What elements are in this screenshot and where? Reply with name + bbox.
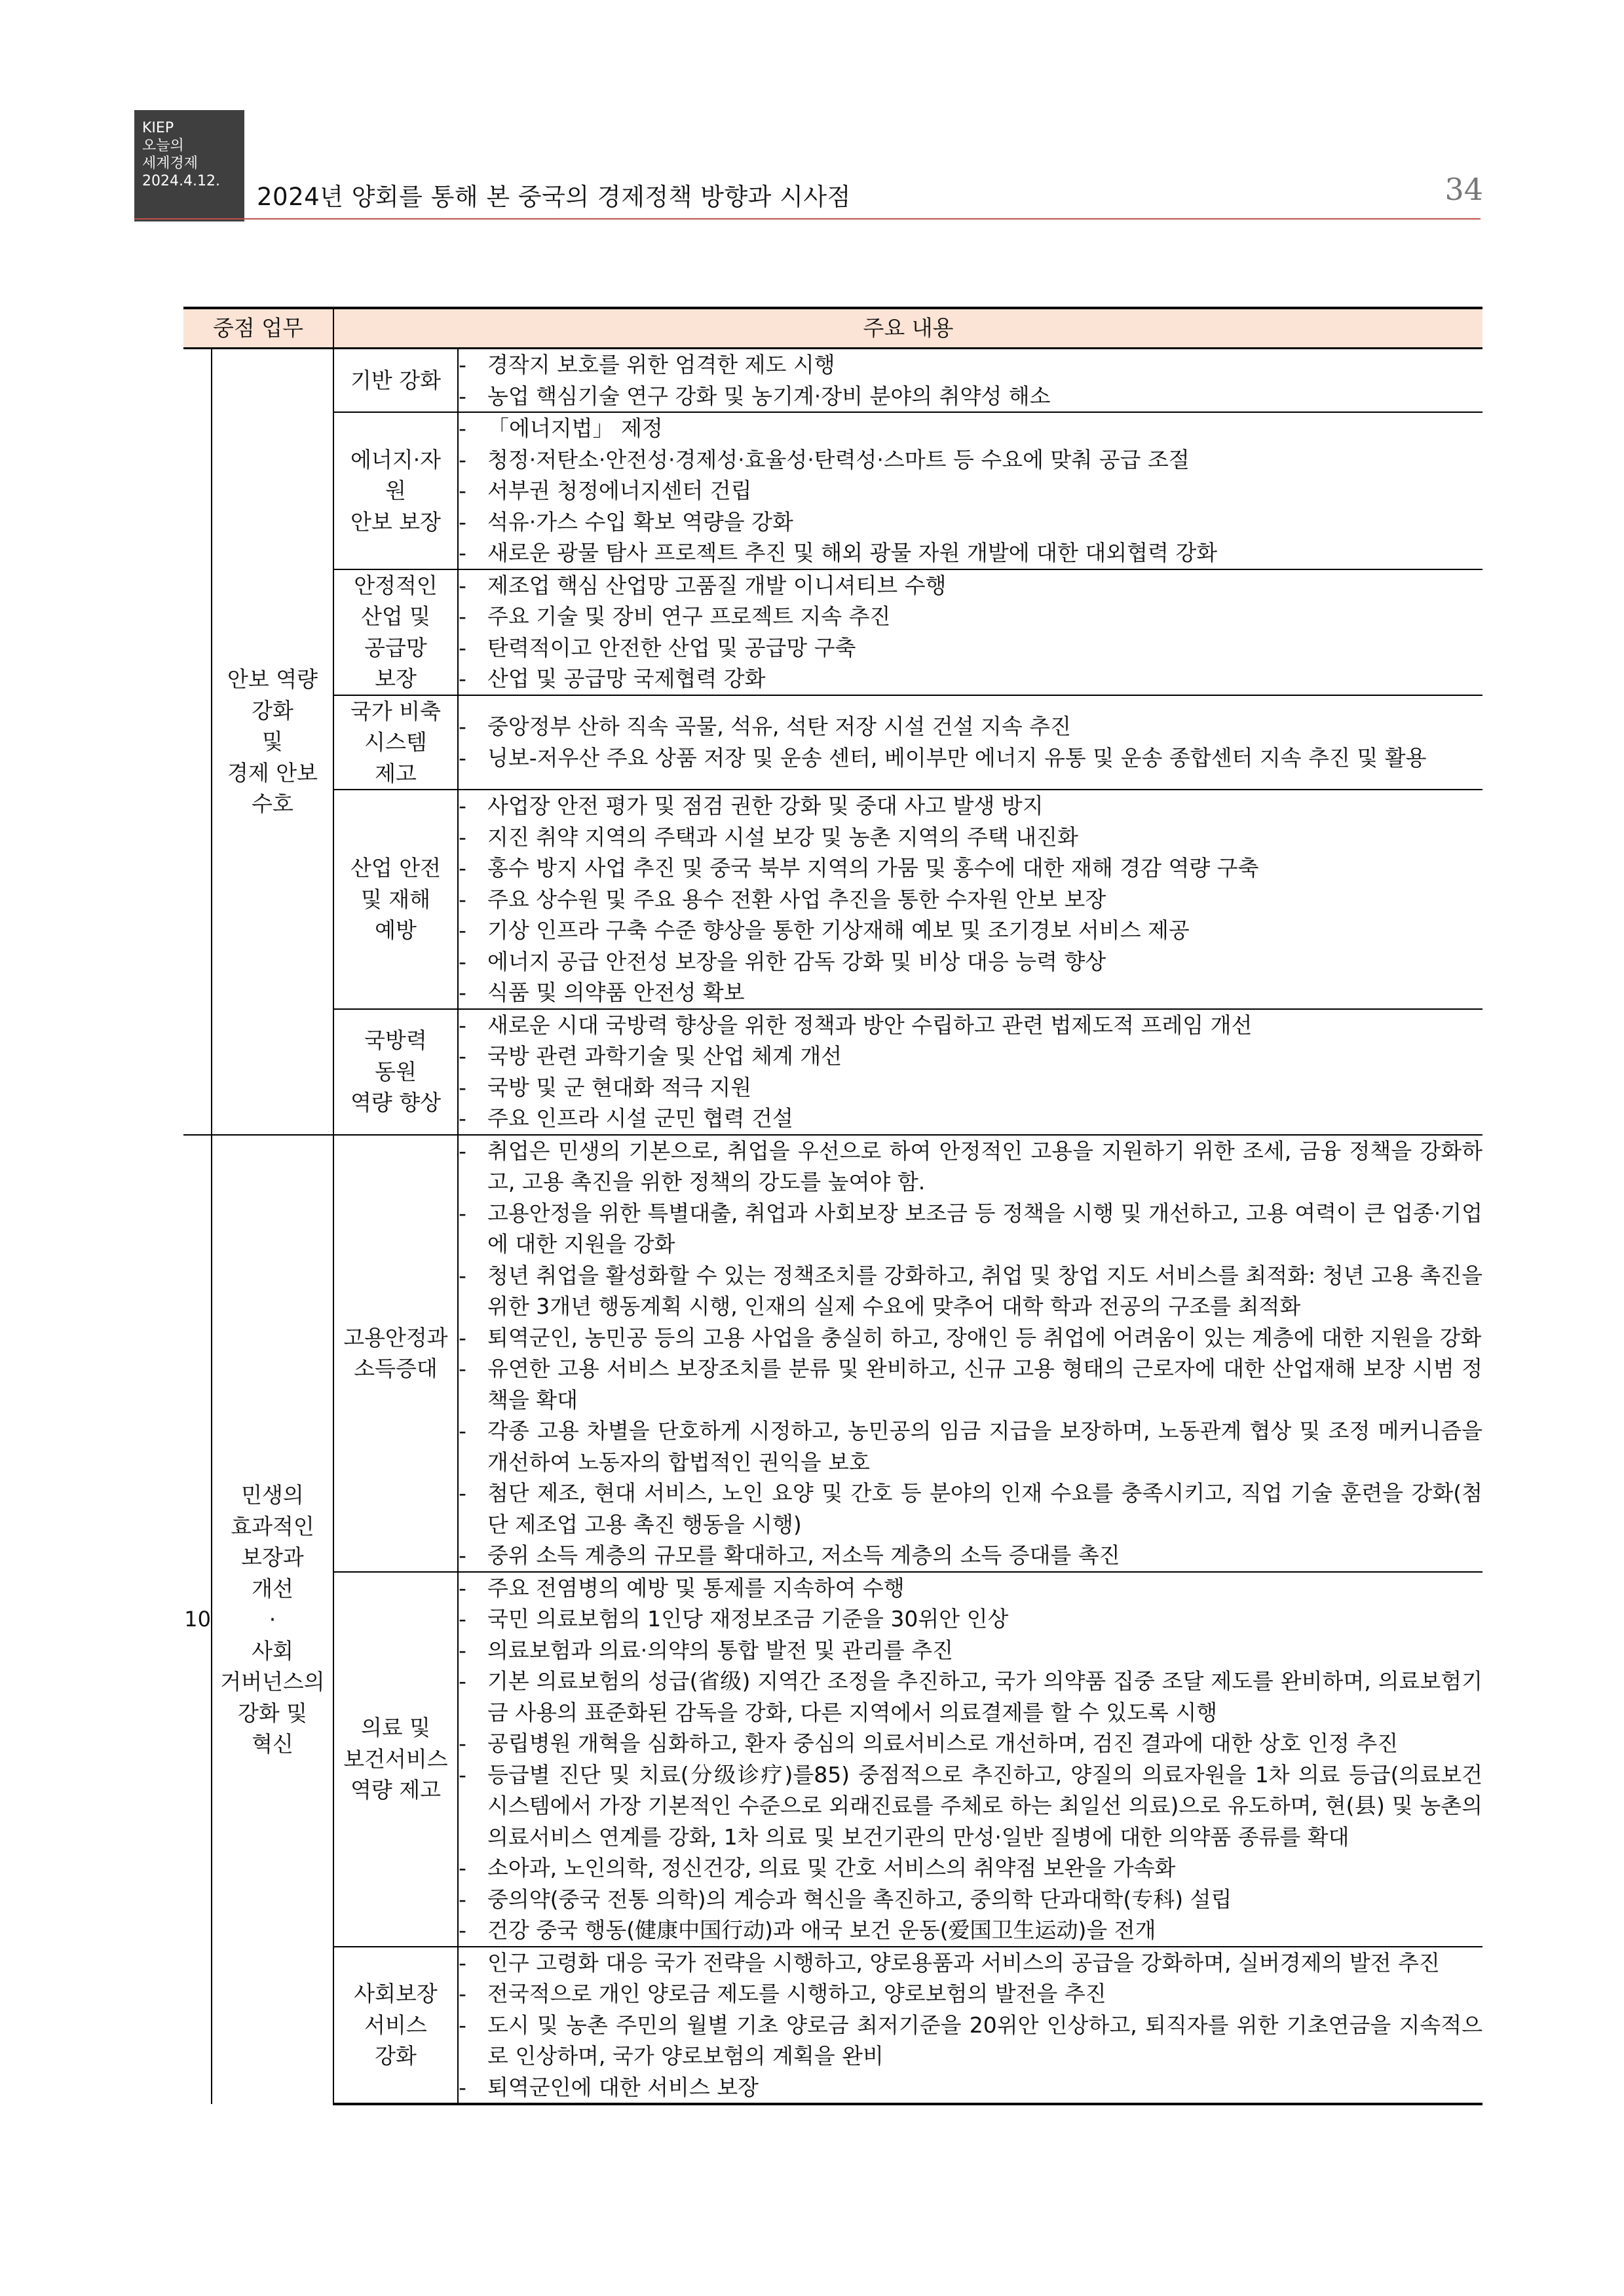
column-header-content: 주요 내용 [333, 308, 1482, 349]
subtask-cell [333, 695, 458, 790]
list-item [459, 413, 1482, 444]
dash-icon: - [459, 572, 466, 598]
list-item [459, 1478, 1482, 1540]
item-text: 국방 및 군 현대화 적극 지원 [487, 1074, 752, 1100]
category-line: 경제 안보 [227, 759, 318, 786]
column-header-task: 중점 업무 [183, 308, 333, 349]
subtask-line: 및 재해 [360, 886, 431, 912]
item-text: 사업장 안전 평가 및 점검 권한 강화 및 중대 사고 발생 방지 [487, 793, 1044, 818]
list-item [459, 1322, 1482, 1354]
list-item [459, 2010, 1482, 2072]
dash-icon: - [459, 1606, 466, 1632]
list-item [459, 790, 1482, 822]
item-text: 고용안정을 위한 특별대출, 취업과 사회보장 보조금 등 정책을 시행 및 개선하고, 고용 여력이 큰 업종·기업에 대한 지원을 강화 [487, 1200, 1482, 1257]
category-cell [212, 1135, 333, 2105]
item-text: 에너지 공급 안전성 보장을 위한 감독 강화 및 비상 대응 능력 향상 [487, 948, 1106, 974]
dash-icon: - [459, 1074, 466, 1100]
subtask-line: 제고 [375, 760, 417, 786]
list-item [459, 601, 1482, 632]
list-item [459, 1041, 1482, 1072]
item-text: 취업은 민생의 기본으로, 취업을 우선으로 하여 안정적인 고용을 지원하기 위한 조세, 금융 정책을 강화하고, 고용 촉진을 위한 정책의 강도를 높여야 함. [487, 1138, 1482, 1195]
dash-icon: - [459, 540, 466, 565]
dash-icon: - [459, 1886, 466, 1912]
dash-icon: - [459, 1138, 466, 1164]
subtask-cell [333, 349, 458, 413]
list-item [459, 1103, 1482, 1134]
dash-icon: - [459, 714, 466, 740]
list-item [459, 475, 1482, 507]
page-number: 34 [1445, 172, 1483, 207]
subtask-line: 예방 [375, 917, 417, 943]
badge-line: KIEP [142, 120, 174, 136]
row-number [183, 349, 212, 1135]
dash-icon: - [459, 1917, 466, 1943]
content-cell [458, 1009, 1482, 1135]
badge-line: 오늘의 [142, 138, 184, 154]
list-item [459, 632, 1482, 664]
content-cell [458, 1572, 1482, 1947]
list-item [459, 852, 1482, 884]
badge-line: 세계경제 [142, 155, 198, 172]
item-text: 의료보험과 의료·의약의 통합 발전 및 관리를 추진 [487, 1637, 953, 1663]
content-cell [458, 349, 1482, 413]
table-row [183, 1009, 1482, 1135]
publication-badge [134, 110, 244, 221]
dash-icon: - [459, 855, 466, 881]
item-text: 국민 의료보험의 1인당 재정보조금 기준을 30위안 인상 [487, 1606, 1009, 1632]
subtask-cell [333, 412, 458, 569]
category-line: 사회 [252, 1637, 293, 1664]
table-row [183, 1135, 1482, 1572]
bullet-list [459, 1573, 1482, 1946]
item-text: 퇴역군인에 대한 서비스 보장 [487, 2074, 759, 2100]
list-item [459, 381, 1482, 412]
item-text: 기본 의료보험의 성급(省级) 지역간 조정을 추진하고, 국가 의약품 집중 조달 제도를 완비하며, 의료보험기금 사용의 표준화된 감독을 강화, 다른 지역에서 의료결제를 할 수 있도록 시행 [487, 1668, 1482, 1725]
dash-icon: - [459, 508, 466, 535]
list-item [459, 1884, 1482, 1915]
item-text: 첨단 제조, 현대 서비스, 노인 요양 및 간호 등 분야의 인재 수요를 충족시키고, 직업 기술 훈련을 강화(첨단 제조업 고용 촉진 행동을 시행) [487, 1480, 1482, 1537]
dash-icon: - [459, 446, 466, 472]
subtask-line: 의료 및 [360, 1715, 431, 1741]
content-cell [458, 569, 1482, 695]
content-cell [458, 790, 1482, 1009]
subtask-line: 사회보장 [354, 1981, 438, 2006]
item-text: 퇴역군인, 농민공 등의 고용 사업을 충실히 하고, 장애인 등 취업에 어려움이 있는 계층에 대한 지원을 강화 [487, 1324, 1482, 1350]
item-text: 중의약(중국 전통 의학)의 계승과 혁신을 촉진하고, 중의학 단과대학(专科) 설립 [487, 1886, 1232, 1912]
page-title: 2024년 양회를 통해 본 중국의 경제정책 방향과 시사점 [257, 183, 851, 211]
list-item [459, 1010, 1482, 1041]
dash-icon: - [459, 1480, 466, 1506]
subtask-cell [333, 1009, 458, 1135]
list-item [459, 1852, 1482, 1884]
dash-icon: - [459, 352, 466, 377]
subtask-line: 서비스 [364, 2012, 427, 2038]
dash-icon: - [459, 478, 466, 503]
item-text: 청정·저탄소·안전성·경제성·효율성·탄력성·스마트 등 수요에 맞춰 공급 조절 [487, 446, 1190, 472]
dash-icon: - [459, 383, 466, 409]
subtask-cell [333, 569, 458, 695]
subtask-line: 산업 안전 [350, 855, 441, 881]
dash-icon: - [459, 1731, 466, 1756]
dash-icon: - [459, 1668, 466, 1694]
dash-icon: - [459, 917, 466, 943]
subtask-line: 강화 [375, 2043, 417, 2069]
list-item [459, 1666, 1482, 1728]
item-text: 소아과, 노인의학, 정신건강, 의료 및 간호 서비스의 취약점 보완을 가속화 [487, 1855, 1176, 1881]
subtask-line: 안정적인 [354, 572, 438, 598]
item-text: 인구 고령화 대응 국가 전략을 시행하고, 양로용품과 서비스의 공급을 강화하며, 실버경제의 발전 추진 [487, 1949, 1440, 1976]
bullet-list [459, 1947, 1482, 2103]
item-text: 홍수 방지 사업 추진 및 중국 북부 지역의 가뭄 및 홍수에 대한 재해 경감 역량 구축 [487, 855, 1259, 881]
list-item [459, 1635, 1482, 1666]
item-text: 지진 취약 지역의 주택과 시설 보강 및 농촌 지역의 주택 내진화 [487, 824, 1078, 850]
category-cell [212, 349, 333, 1135]
subtask-line: 산업 및 [360, 603, 431, 629]
list-item [459, 1759, 1482, 1853]
item-text: 서부권 청정에너지센터 건립 [487, 478, 752, 503]
list-item [459, 742, 1482, 774]
content-cell [458, 412, 1482, 569]
subtask-line: 역량 제고 [350, 1777, 441, 1803]
dash-icon: - [459, 1043, 466, 1069]
item-text: 청년 취업을 활성화할 수 있는 정책조치를 강화하고, 취업 및 창업 지도 서비스를 최적화: 청년 고용 촉진을 위한 3개년 행동계획 시행, 인재의 실제 수요에 맞추어 대학 학과 전공의 구조를 최적화 [487, 1262, 1482, 1319]
list-item [459, 444, 1482, 476]
item-text: 새로운 시대 국방력 향상을 위한 정책과 방안 수립하고 관련 법제도적 프레임 개선 [487, 1012, 1253, 1038]
list-item [459, 1136, 1482, 1198]
table-row [183, 412, 1482, 569]
content-cell [458, 695, 1482, 790]
list-item [459, 1260, 1482, 1322]
subtask-line: 원 [385, 478, 406, 503]
dash-icon: - [459, 1949, 466, 1976]
item-text: 공립병원 개혁을 심화하고, 환자 중심의 의료서비스로 개선하며, 검진 결과에 대한 상호 인정 추진 [487, 1731, 1399, 1756]
dash-icon: - [459, 1356, 466, 1381]
item-text: 새로운 광물 탐사 프로젝트 추진 및 해외 광물 자원 개발에 대한 대외협력 강화 [487, 540, 1218, 565]
subtask-cell [333, 1135, 458, 1572]
dash-icon: - [459, 634, 466, 660]
item-text: 건강 중국 행동(健康中国行动)과 애국 보건 운동(爱国卫生运动)을 전개 [487, 1917, 1156, 1943]
category-line: 개선 [252, 1575, 293, 1601]
list-item [459, 946, 1482, 978]
dash-icon: - [459, 1324, 466, 1350]
list-item [459, 1540, 1482, 1571]
list-item [459, 1915, 1482, 1946]
bullet-list [459, 1010, 1482, 1134]
subtask-line: 보건서비스 [343, 1746, 448, 1772]
list-item [459, 711, 1482, 742]
badge-line: 2024.4.12. [142, 173, 220, 189]
item-text: 등급별 진단 및 치료(分级诊疗)를85) 중점적으로 추진하고, 양질의 의료자원을 1차 의료 등급(의료보건 시스템에서 가장 기본적인 수준으로 외래진료를 주체로 하는 최일선 의료)으로 유도하며, 현(县) 및 농촌의 의료서비스 연계를 강화, 1차 의료 및 보건기관의 만성·일반 질병에 대한 의약품 종류를 확대 [487, 1761, 1482, 1850]
category-line: 안보 역량 [227, 666, 318, 692]
list-item [459, 915, 1482, 946]
table-row [183, 569, 1482, 695]
dash-icon: - [459, 980, 466, 1005]
item-text: 주요 인프라 시설 군민 협력 건설 [487, 1105, 793, 1131]
table-header-row [183, 308, 1482, 349]
dash-icon: - [459, 1575, 466, 1601]
row-number: 10 [183, 1135, 212, 2105]
category-line: 효과적인 [231, 1513, 314, 1539]
item-text: 식품 및 의약품 안전성 확보 [487, 980, 745, 1005]
dash-icon: - [459, 1418, 466, 1444]
bullet-list [459, 790, 1482, 1008]
list-item [459, 822, 1482, 853]
subtask-line: 공급망 [364, 634, 427, 660]
item-text: 탄력적이고 안전한 산업 및 공급망 구축 [487, 634, 856, 660]
bullet-list [459, 349, 1482, 411]
item-text: 도시 및 농촌 주민의 월별 기초 양로금 최저기준을 20위안 인상하고, 퇴직자를 위한 기초연금을 지속적으로 인상하며, 국가 양로보험의 계획을 완비 [487, 2012, 1482, 2069]
item-text: 경작지 보호를 위한 엄격한 제도 시행 [487, 352, 835, 377]
item-text: 주요 전염병의 예방 및 통제를 지속하여 수행 [487, 1575, 905, 1601]
dash-icon: - [459, 1855, 466, 1881]
subtask-cell [333, 790, 458, 1009]
subtask-line: 시스템 [364, 729, 427, 755]
item-text: 석유·가스 수입 확보 역량을 강화 [487, 508, 793, 535]
item-text: 닝보-저우산 주요 상품 저장 및 운송 센터, 베이부만 에너지 유통 및 운송 종합센터 지속 추진 및 활용 [487, 744, 1427, 771]
subtask-line: 에너지·자 [350, 446, 441, 472]
item-text: 중앙정부 산하 직속 곡물, 석유, 석탄 저장 시설 건설 지속 추진 [487, 714, 1071, 740]
header-divider [134, 218, 1481, 220]
category-line: 혁신 [252, 1731, 293, 1757]
dash-icon: - [459, 1637, 466, 1663]
item-text: 각종 고용 차별을 단호하게 시정하고, 농민공의 임금 지급을 보장하며, 노동관계 협상 및 조정 메커니즘을 개선하여 노동자의 합법적인 권익을 보호 [487, 1418, 1482, 1475]
item-text: 유연한 고용 서비스 보장조치를 분류 및 완비하고, 신규 고용 형태의 근로자에 대한 산업재해 보장 시범 정책을 확대 [487, 1356, 1482, 1413]
subtask-line: 동원 [375, 1058, 417, 1084]
dash-icon: - [459, 2012, 466, 2038]
table-row [183, 790, 1482, 1009]
subtask-line: 역량 향상 [350, 1090, 441, 1116]
category-line: 및 [262, 729, 283, 754]
subtask-line: 안보 보장 [350, 508, 441, 535]
list-item [459, 884, 1482, 915]
list-item [459, 1072, 1482, 1103]
list-item [459, 507, 1482, 538]
subtask-cell [333, 1947, 458, 2105]
policy-table [183, 307, 1482, 2105]
category-line: · [269, 1607, 276, 1632]
dash-icon: - [459, 1262, 466, 1288]
list-item [459, 1415, 1482, 1478]
dash-icon: - [459, 793, 466, 818]
item-text: 주요 상수원 및 주요 용수 전환 사업 추진을 통한 수자원 안보 보장 [487, 886, 1106, 912]
list-item [459, 1573, 1482, 1604]
subtask-line: 고용안정과 [343, 1324, 448, 1350]
category-line: 거버넌스의 [220, 1669, 325, 1694]
content-cell [458, 1135, 1482, 1572]
dash-icon: - [459, 2074, 466, 2100]
table-body [183, 349, 1482, 2105]
dash-icon: - [459, 1012, 466, 1038]
item-text: 국방 관련 과학기술 및 산업 체계 개선 [487, 1043, 842, 1069]
dash-icon: - [459, 1761, 466, 1788]
item-text: 기상 인프라 구축 수준 향상을 통한 기상재해 예보 및 조기경보 서비스 제공 [487, 917, 1190, 943]
list-item [459, 1978, 1482, 2010]
item-text: 「에너지법」 제정 [487, 415, 663, 441]
list-item [459, 2072, 1482, 2103]
dash-icon: - [459, 1200, 466, 1226]
subtask-line: 소득증대 [354, 1356, 438, 1381]
item-text: 제조업 핵심 산업망 고품질 개발 이니셔티브 수행 [487, 572, 947, 598]
category-line: 강화 [252, 697, 293, 723]
category-line: 수호 [252, 791, 293, 816]
item-text: 전국적으로 개인 양로금 제도를 시행하고, 양로보험의 발전을 추진 [487, 1981, 1106, 2006]
list-item [459, 977, 1482, 1008]
dash-icon: - [459, 886, 466, 912]
dash-icon: - [459, 1542, 466, 1568]
subtask-cell [333, 1572, 458, 1947]
category-line: 민생의 [241, 1482, 304, 1508]
bullet-list [459, 570, 1482, 695]
table-row [183, 1947, 1482, 2105]
dash-icon: - [459, 1981, 466, 2006]
content-cell [458, 1947, 1482, 2105]
list-item [459, 663, 1482, 695]
item-text: 농업 핵심기술 연구 강화 및 농기계·장비 분야의 취약성 해소 [487, 383, 1051, 409]
table-row [183, 1572, 1482, 1947]
dash-icon: - [459, 824, 466, 850]
list-item [459, 1947, 1482, 1979]
list-item [459, 1603, 1482, 1635]
list-item [459, 1198, 1482, 1260]
category-line: 강화 및 [237, 1700, 308, 1726]
subtask-line: 보장 [375, 666, 417, 691]
category-line: 보장과 [241, 1544, 304, 1570]
list-item [459, 1728, 1482, 1759]
subtask-line: 기반 강화 [350, 367, 441, 393]
subtask-line: 국방력 [364, 1027, 427, 1054]
table-row [183, 349, 1482, 413]
list-item [459, 537, 1482, 569]
bullet-list [459, 711, 1482, 773]
list-item [459, 570, 1482, 602]
subtask-line: 국가 비축 [350, 698, 441, 724]
bullet-list [459, 1136, 1482, 1571]
dash-icon: - [459, 666, 466, 691]
item-text: 주요 기술 및 장비 연구 프로젝트 지속 추진 [487, 603, 891, 629]
bullet-list [459, 413, 1482, 569]
list-item [459, 1353, 1482, 1415]
dash-icon: - [459, 948, 466, 974]
dash-icon: - [459, 744, 466, 771]
table-row [183, 695, 1482, 790]
item-text: 중위 소득 계층의 규모를 확대하고, 저소득 계층의 소득 증대를 촉진 [487, 1542, 1120, 1568]
item-text: 산업 및 공급망 국제협력 강화 [487, 666, 766, 691]
list-item [459, 349, 1482, 381]
dash-icon: - [459, 1105, 466, 1131]
dash-icon: - [459, 603, 466, 629]
dash-icon: - [459, 415, 466, 441]
